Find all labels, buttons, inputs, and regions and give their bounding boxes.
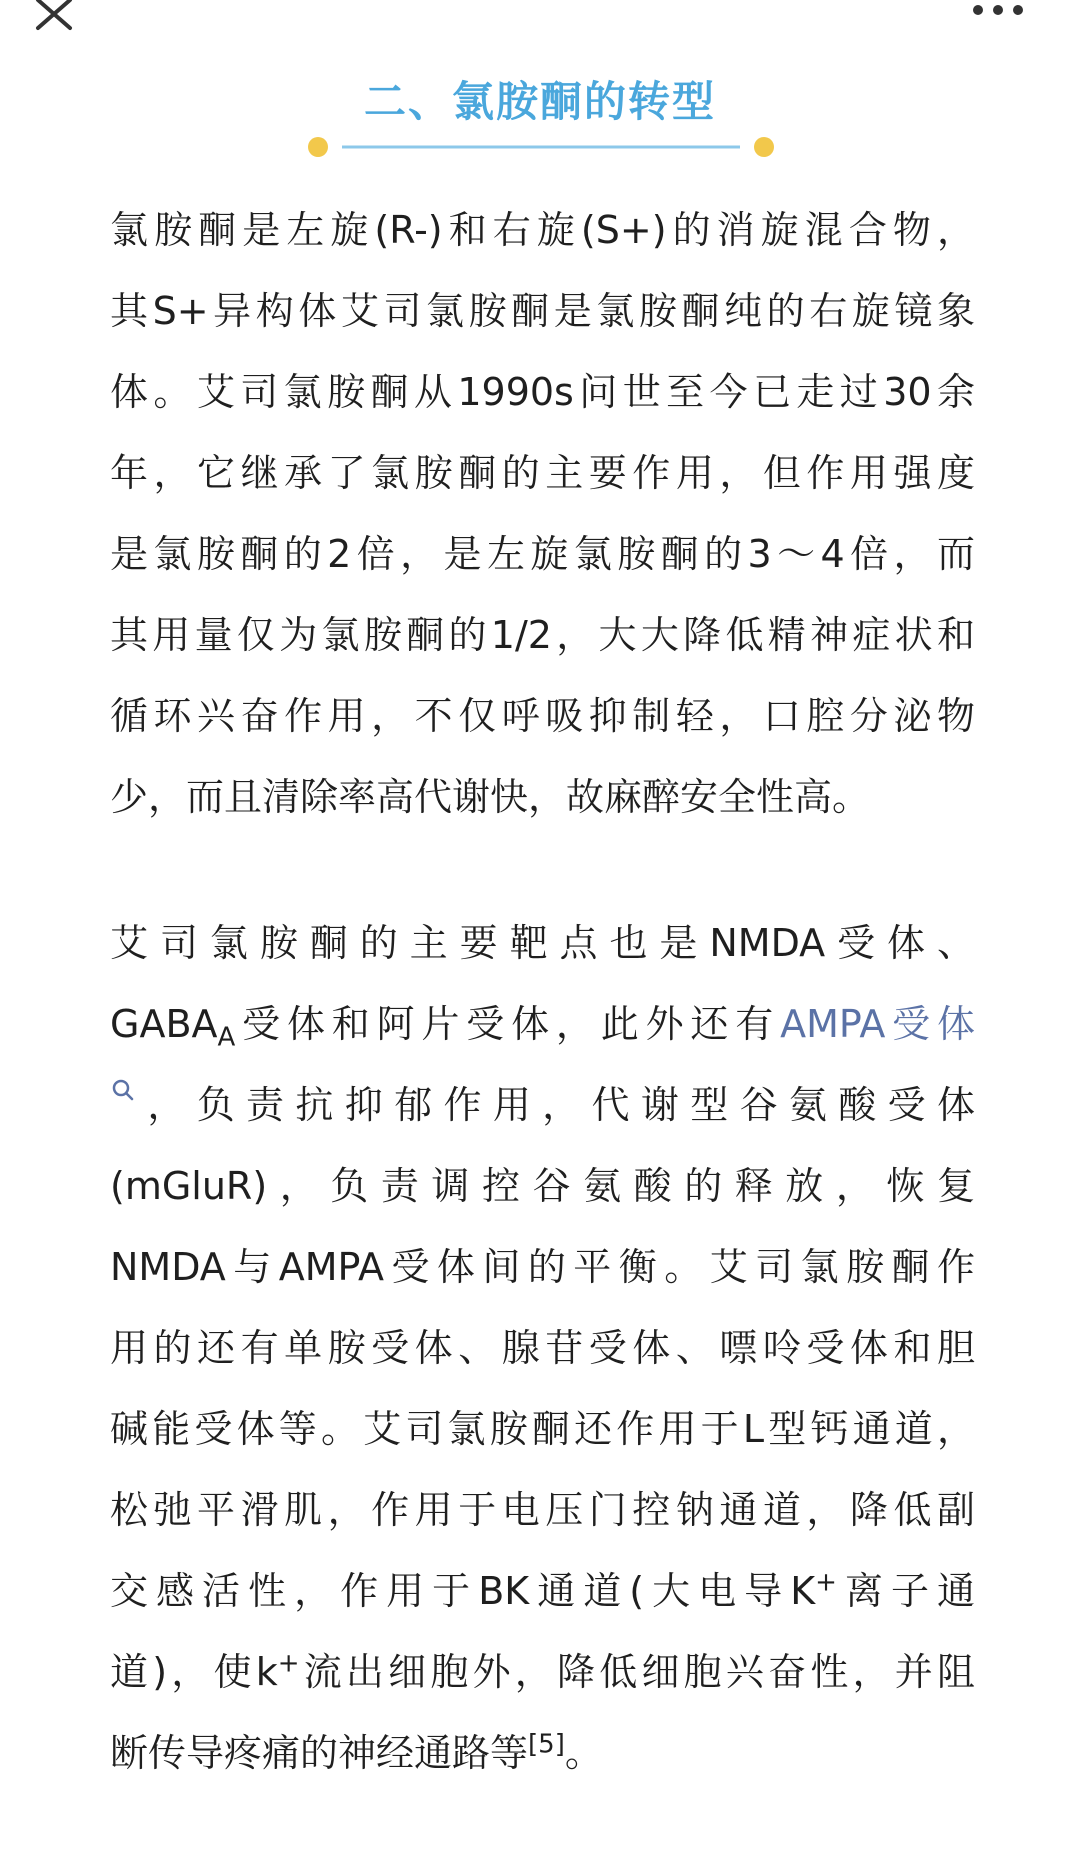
line-text: 断传导疼痛的神经通路等 bbox=[110, 1731, 529, 1775]
paragraph-line bbox=[110, 984, 975, 1065]
more-icon[interactable] bbox=[968, 0, 1028, 24]
paragraph-line bbox=[110, 1632, 975, 1713]
article-body bbox=[110, 190, 975, 1794]
paragraph-line: 是氯胺酮的2倍，是左旋氯胺酮的3～4倍，而 bbox=[110, 532, 975, 576]
paragraph-gap bbox=[110, 838, 975, 903]
paragraph-line: NMDA与AMPA受体间的平衡。艾司氯胺酮作 bbox=[110, 1245, 975, 1289]
section-title: 二、氯胺酮的转型 bbox=[363, 77, 716, 126]
paragraph-line: (mGluR)，负责调控谷氨酸的释放，恢复 bbox=[110, 1164, 975, 1208]
gaba-text: GABA bbox=[110, 1002, 218, 1046]
top-bar bbox=[0, 0, 1080, 72]
line-text: 流出细胞外，降低细胞兴奋性，并阻 bbox=[299, 1650, 975, 1694]
ampa-receptor-link[interactable]: AMPA受体 bbox=[780, 1002, 975, 1046]
citation-reference[interactable]: [5] bbox=[528, 1729, 565, 1760]
title-divider bbox=[306, 136, 776, 158]
paragraph-line: 松弛平滑肌，作用于电压门控钠通道，降低副 bbox=[110, 1488, 975, 1532]
line-text: 离子通 bbox=[836, 1569, 975, 1613]
line-text: 道)，使k bbox=[110, 1650, 278, 1694]
superscript-plus: + bbox=[815, 1567, 837, 1598]
line-text: 交感活性，作用于BK通道(大电导K bbox=[110, 1569, 816, 1613]
line-text: ，负责抗抑郁作用，代谢型谷氨酸受体 bbox=[136, 1083, 975, 1127]
gaba-subscript: A bbox=[217, 1022, 236, 1053]
paragraph-line: 年，它继承了氯胺酮的主要作用，但作用强度 bbox=[110, 451, 975, 495]
paragraph-2 bbox=[110, 903, 975, 1794]
paragraph-line: 艾司氯胺酮的主要靶点也是NMDA受体、 bbox=[110, 921, 975, 965]
paragraph-line: 其S+异构体艾司氯胺酮是氯胺酮纯的右旋镜象 bbox=[110, 289, 975, 333]
paragraph-line: 碱能受体等。艾司氯胺酮还作用于L型钙通道， bbox=[110, 1407, 975, 1451]
paragraph-1 bbox=[110, 190, 975, 838]
paragraph-line bbox=[110, 1065, 975, 1146]
superscript-plus: + bbox=[277, 1648, 300, 1679]
paragraph-line: 体。艾司氯胺酮从1990s问世至今已走过30余 bbox=[110, 370, 975, 414]
paragraph-line: 用的还有单胺受体、腺苷受体、嘌呤受体和胆 bbox=[110, 1326, 975, 1370]
paragraph-line bbox=[110, 1551, 975, 1632]
close-icon[interactable] bbox=[34, 0, 78, 34]
paragraph-line: 循环兴奋作用，不仅呼吸抑制轻，口腔分泌物 bbox=[110, 694, 975, 738]
paragraph-line: 其用量仅为氯胺酮的1/2，大大降低精神症状和 bbox=[110, 613, 975, 657]
paragraph-line: 少，而且清除率高代谢快，故麻醉安全性高。 bbox=[110, 775, 871, 819]
paragraph-line bbox=[110, 1713, 975, 1794]
paragraph-line: 氯胺酮是左旋(R-)和右旋(S+)的消旋混合物， bbox=[110, 208, 975, 252]
line-text: 受体和阿片受体，此外还有 bbox=[235, 1002, 781, 1046]
search-icon[interactable] bbox=[110, 1077, 136, 1107]
line-text: 。 bbox=[564, 1731, 603, 1775]
